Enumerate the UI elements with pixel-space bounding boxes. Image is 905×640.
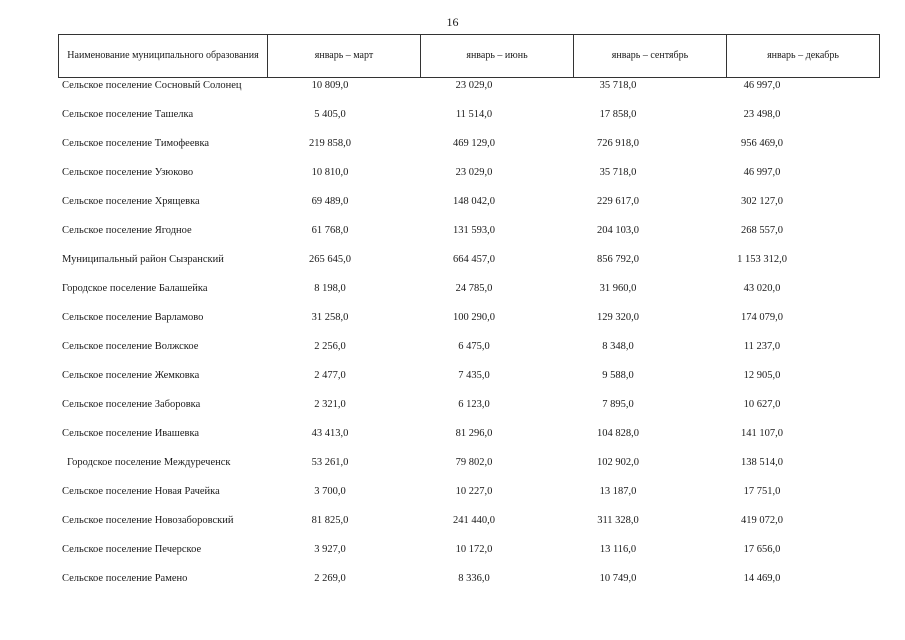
header-jan-jun: январь – июнь xyxy=(421,35,574,78)
municipality-name: Сельское поселение Ивашевка xyxy=(62,428,200,439)
municipality-name: Сельское поселение Ягодное xyxy=(62,225,192,236)
page-number: 16 xyxy=(446,15,459,29)
header-jan-sep: январь – сентябрь xyxy=(574,35,727,78)
value-jan-sep: 35 718,0 xyxy=(599,167,637,178)
municipality-name: Сельское поселение Рамено xyxy=(62,573,188,584)
value-jan-jun: 131 593,0 xyxy=(453,225,495,236)
municipality-name: Сельское поселение Печерское xyxy=(62,544,202,555)
table-header xyxy=(58,34,880,78)
value-jan-sep: 31 960,0 xyxy=(599,283,637,294)
municipality-name: Сельское поселение Новозаборовский xyxy=(62,515,234,526)
value-jan-mar: 5 405,0 xyxy=(314,109,346,120)
value-jan-jun: 8 336,0 xyxy=(458,573,490,584)
value-jan-mar: 53 261,0 xyxy=(311,457,349,468)
value-jan-dec: 17 656,0 xyxy=(743,544,781,555)
value-jan-dec: 23 498,0 xyxy=(743,109,781,120)
value-jan-sep: 17 858,0 xyxy=(599,109,637,120)
value-jan-dec: 302 127,0 xyxy=(741,196,783,207)
value-jan-mar: 3 700,0 xyxy=(314,486,346,497)
value-jan-dec: 12 905,0 xyxy=(743,370,781,381)
value-jan-sep: 129 320,0 xyxy=(597,312,639,323)
table-row xyxy=(58,308,834,337)
value-jan-dec: 14 469,0 xyxy=(743,573,781,584)
table-row xyxy=(58,395,834,424)
header-row xyxy=(59,35,880,78)
table-body xyxy=(58,76,834,598)
value-jan-sep: 7 895,0 xyxy=(602,399,634,410)
municipality-name: Городское поселение Балашейка xyxy=(62,283,208,294)
value-jan-dec: 11 237,0 xyxy=(743,341,781,352)
value-jan-sep: 311 328,0 xyxy=(597,515,639,526)
value-jan-dec: 268 557,0 xyxy=(741,225,783,236)
value-jan-mar: 31 258,0 xyxy=(311,312,349,323)
value-jan-jun: 10 172,0 xyxy=(455,544,493,555)
value-jan-sep: 726 918,0 xyxy=(597,138,639,149)
value-jan-mar: 10 810,0 xyxy=(311,167,349,178)
value-jan-sep: 13 116,0 xyxy=(599,544,637,555)
value-jan-jun: 100 290,0 xyxy=(453,312,495,323)
value-jan-mar: 2 321,0 xyxy=(314,399,346,410)
value-jan-mar: 10 809,0 xyxy=(311,80,349,91)
header-municipality: Наименование муниципального образования xyxy=(59,35,268,78)
municipality-name: Сельское поселение Сосновый Солонец xyxy=(62,80,242,91)
value-jan-mar: 61 768,0 xyxy=(311,225,349,236)
header-jan-dec: январь – декабрь xyxy=(727,35,880,78)
value-jan-jun: 7 435,0 xyxy=(458,370,490,381)
table-row xyxy=(58,424,834,453)
value-jan-mar: 2 269,0 xyxy=(314,573,346,584)
table-row xyxy=(58,279,834,308)
value-jan-sep: 35 718,0 xyxy=(599,80,637,91)
value-jan-jun: 241 440,0 xyxy=(453,515,495,526)
value-jan-jun: 6 123,0 xyxy=(458,399,490,410)
municipality-name: Сельское поселение Варламово xyxy=(62,312,204,323)
value-jan-sep: 229 617,0 xyxy=(597,196,639,207)
value-jan-dec: 141 107,0 xyxy=(741,428,783,439)
value-jan-sep: 13 187,0 xyxy=(599,486,637,497)
value-jan-dec: 46 997,0 xyxy=(743,80,781,91)
value-jan-jun: 6 475,0 xyxy=(458,341,490,352)
value-jan-jun: 10 227,0 xyxy=(455,486,493,497)
value-jan-dec: 10 627,0 xyxy=(743,399,781,410)
value-jan-sep: 9 588,0 xyxy=(602,370,634,381)
value-jan-jun: 469 129,0 xyxy=(453,138,495,149)
table-row xyxy=(58,453,834,482)
table-row xyxy=(58,192,834,221)
table-row xyxy=(58,76,834,105)
value-jan-mar: 81 825,0 xyxy=(311,515,349,526)
value-jan-jun: 664 457,0 xyxy=(453,254,495,265)
value-jan-dec: 43 020,0 xyxy=(743,283,781,294)
table-row xyxy=(58,221,834,250)
value-jan-sep: 204 103,0 xyxy=(597,225,639,236)
header-jan-mar: январь – март xyxy=(268,35,421,78)
value-jan-dec: 1 153 312,0 xyxy=(737,254,787,265)
value-jan-dec: 17 751,0 xyxy=(743,486,781,497)
table-row xyxy=(58,250,834,279)
table-row xyxy=(58,482,834,511)
table-row xyxy=(58,163,834,192)
municipality-name: Сельское поселение Новая Рачейка xyxy=(62,486,220,497)
table-row xyxy=(58,511,834,540)
table-row xyxy=(58,105,834,134)
value-jan-sep: 104 828,0 xyxy=(597,428,639,439)
value-jan-jun: 81 296,0 xyxy=(455,428,493,439)
value-jan-sep: 8 348,0 xyxy=(602,341,634,352)
value-jan-dec: 419 072,0 xyxy=(741,515,783,526)
value-jan-dec: 138 514,0 xyxy=(741,457,783,468)
value-jan-mar: 8 198,0 xyxy=(314,283,346,294)
value-jan-jun: 148 042,0 xyxy=(453,196,495,207)
value-jan-dec: 956 469,0 xyxy=(741,138,783,149)
municipality-name: Муниципальный район Сызранский xyxy=(62,254,224,265)
table-row xyxy=(58,540,834,569)
table-row xyxy=(58,569,834,598)
municipality-name: Городское поселение Междуреченск xyxy=(67,457,231,468)
value-jan-jun: 11 514,0 xyxy=(455,109,493,120)
table-row xyxy=(58,366,834,395)
table-row xyxy=(58,337,834,366)
value-jan-sep: 10 749,0 xyxy=(599,573,637,584)
municipality-name: Сельское поселение Заборовка xyxy=(62,399,201,410)
value-jan-sep: 856 792,0 xyxy=(597,254,639,265)
value-jan-dec: 174 079,0 xyxy=(741,312,783,323)
municipality-name: Сельское поселение Тимофеевка xyxy=(62,138,210,149)
municipality-name: Сельское поселение Узюково xyxy=(62,167,194,178)
municipality-name: Сельское поселение Хрящевка xyxy=(62,196,200,207)
value-jan-dec: 46 997,0 xyxy=(743,167,781,178)
value-jan-sep: 102 902,0 xyxy=(597,457,639,468)
value-jan-mar: 43 413,0 xyxy=(311,428,349,439)
municipality-name: Сельское поселение Жемковка xyxy=(62,370,200,381)
table-row xyxy=(58,134,834,163)
value-jan-mar: 69 489,0 xyxy=(311,196,349,207)
municipality-name: Сельское поселение Ташелка xyxy=(62,109,194,120)
value-jan-mar: 2 256,0 xyxy=(314,341,346,352)
municipality-name: Сельское поселение Волжское xyxy=(62,341,199,352)
value-jan-jun: 24 785,0 xyxy=(455,283,493,294)
value-jan-mar: 2 477,0 xyxy=(314,370,346,381)
value-jan-mar: 265 645,0 xyxy=(309,254,351,265)
value-jan-mar: 219 858,0 xyxy=(309,138,351,149)
value-jan-mar: 3 927,0 xyxy=(314,544,346,555)
value-jan-jun: 79 802,0 xyxy=(455,457,493,468)
value-jan-jun: 23 029,0 xyxy=(455,80,493,91)
value-jan-jun: 23 029,0 xyxy=(455,167,493,178)
